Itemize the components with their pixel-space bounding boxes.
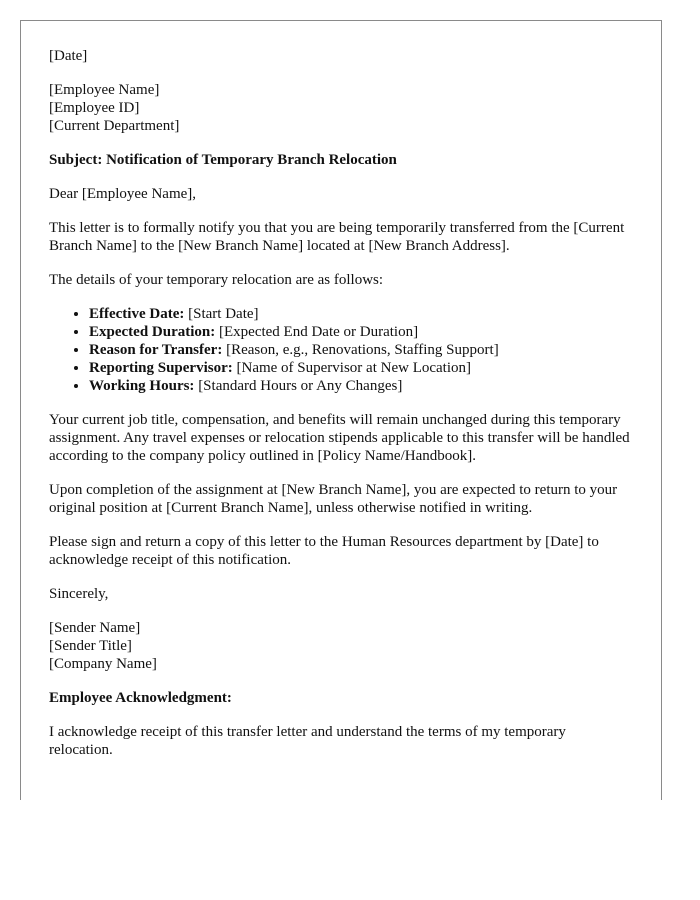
recipient-department: [Current Department]: [49, 118, 180, 134]
detail-value: [Start Date]: [184, 306, 259, 322]
list-item: [89, 359, 633, 377]
list-item: [89, 305, 633, 323]
acknowledgment-heading: Employee Acknowledgment:: [49, 690, 232, 706]
letter-subject: Subject: Notification of Temporary Branch Relocation: [49, 152, 397, 168]
detail-value: [Expected End Date or Duration]: [215, 324, 419, 340]
recipient-id: [Employee ID]: [49, 100, 140, 116]
letter-date: [Date]: [49, 48, 88, 64]
detail-value: [Reason, e.g., Renovations, Staffing Support]: [222, 342, 499, 358]
details-list: [49, 305, 633, 395]
sender-name: [Sender Name]: [49, 620, 141, 636]
letter-page: [20, 20, 662, 800]
detail-label: Reason for Transfer:: [89, 342, 223, 358]
recipient-name: [Employee Name]: [49, 82, 160, 98]
detail-value: [Name of Supervisor at New Location]: [232, 360, 472, 376]
detail-label: Reporting Supervisor:: [89, 360, 233, 376]
closing: Sincerely,: [49, 586, 109, 602]
list-item: [89, 377, 633, 395]
list-item: [89, 323, 633, 341]
acknowledgment-text: I acknowledge receipt of this transfer letter and understand the terms of my temporary relocation.: [49, 724, 566, 758]
recipient-block: [49, 81, 633, 135]
detail-label: Effective Date:: [89, 306, 185, 322]
sender-company: [Company Name]: [49, 656, 157, 672]
detail-label: Expected Duration:: [89, 324, 216, 340]
salutation: Dear [Employee Name],: [49, 186, 197, 202]
completion-paragraph: Upon completion of the assignment at [New Branch Name], you are expected to return to your original position at [Current Branch Name], unless otherwise notified in writing.: [49, 482, 618, 516]
return-request-paragraph: Please sign and return a copy of this letter to the Human Resources department by [Date] to acknowledge receipt of this notification.: [49, 534, 599, 568]
details-intro: The details of your temporary relocation are as follows:: [49, 272, 384, 288]
detail-value: [Standard Hours or Any Changes]: [194, 378, 403, 394]
compensation-paragraph: Your current job title, compensation, and benefits will remain unchanged during this temporary assignment. Any travel expenses or relocation stipends applicable to this transfer will be handled according to the company policy outlined in [Policy Name/Handbook].: [49, 412, 630, 464]
list-item: [89, 341, 633, 359]
intro-paragraph: This letter is to formally notify you that you are being temporarily transferred from the [Current Branch Name] to the [New Branch Name] located at [New Branch Address].: [49, 220, 625, 254]
sender-block: [49, 619, 633, 673]
detail-label: Working Hours:: [89, 378, 195, 394]
sender-title: [Sender Title]: [49, 638, 132, 654]
